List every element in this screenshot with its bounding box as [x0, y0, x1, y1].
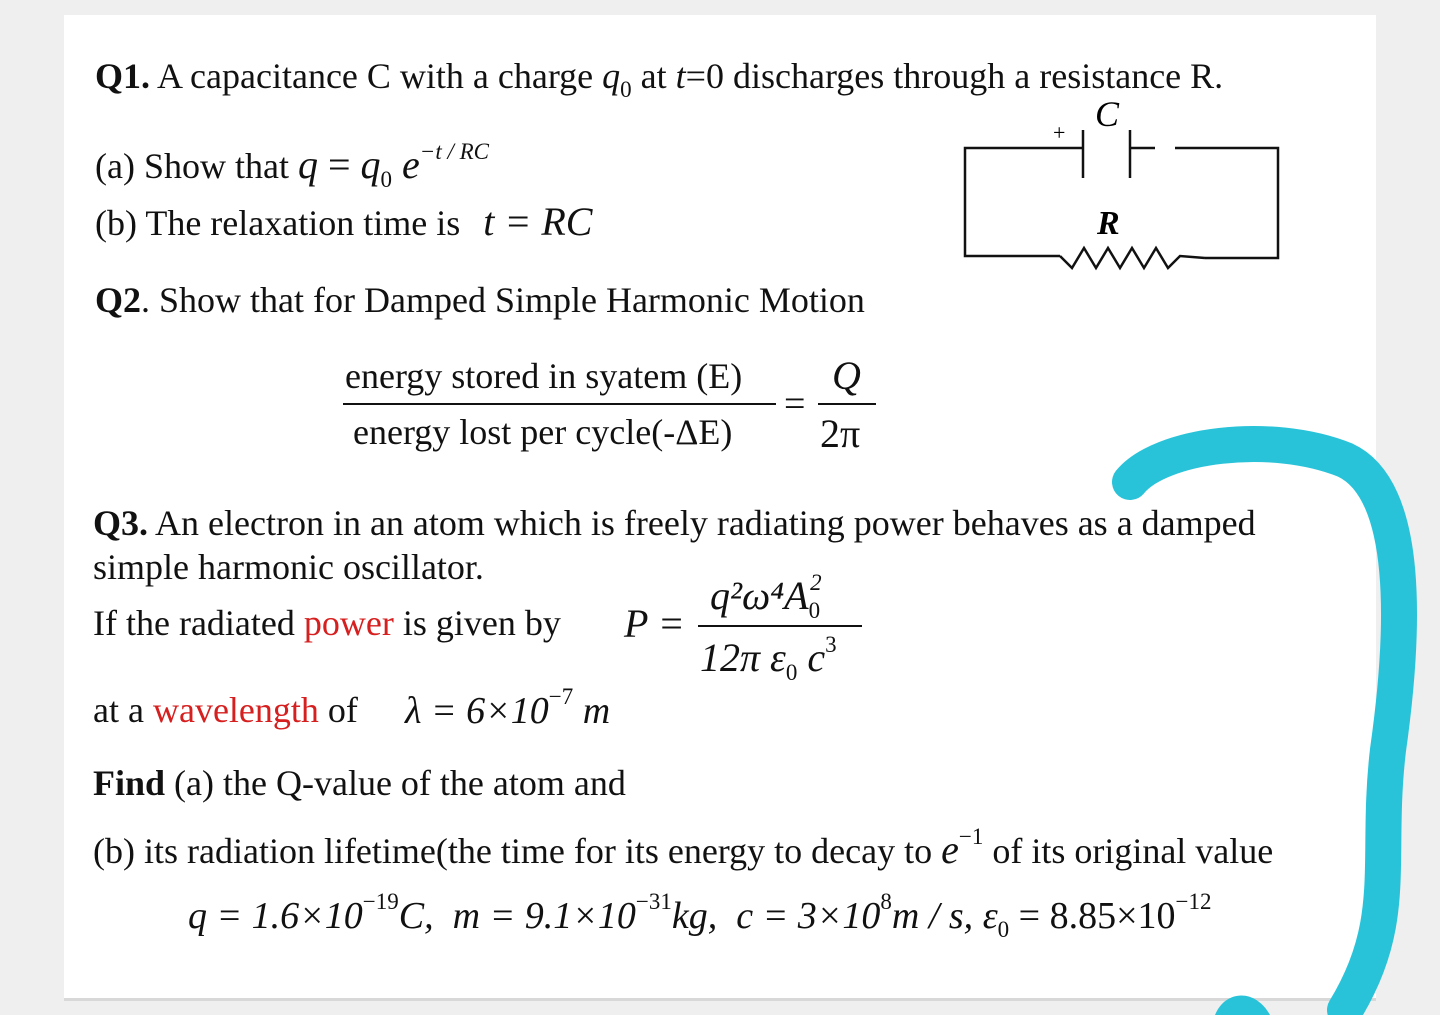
q3-wavelength-value: $\lambda = 6\times 10^{-7}$ m: [405, 684, 611, 732]
q1-part-a: (a) Show that $q = q_0$ $e^{-t / RC}$: [95, 139, 489, 192]
q2-equals-sign: =: [784, 383, 806, 425]
q2-rhs-bar: [818, 403, 876, 405]
rc-circuit-diagram: [950, 88, 1290, 283]
circuit-right-wire: [1175, 148, 1278, 258]
capacitor-label: C: [1095, 94, 1120, 134]
q2-rhs-denominator: 2π: [820, 411, 861, 456]
q2-fraction-numerator: energy stored in syatem (E): [345, 356, 743, 396]
q3-find-b: (b) its radiation lifetime(the time for its energy to decay to $e^{-1}$ of its original value: [93, 824, 1274, 872]
q3-statement-line1: Q3. An electron in an atom which is freely radiating power behaves as a damped: [93, 503, 1256, 543]
resistor-zigzag: [1060, 248, 1205, 268]
q2-rhs-numerator: Q: [832, 353, 861, 398]
q3-statement-line2: simple harmonic oscillator.: [93, 547, 484, 587]
q3-power-given: If the radiated power is given by: [93, 603, 561, 643]
q3-wavelength-given: at a wavelength of: [93, 690, 358, 730]
q2-fraction-denominator: energy lost per cycle(-ΔE): [353, 412, 733, 452]
q1-statement: Q1. A capacitance C with a charge $q_0$ at t=0 discharges through a resistance R.: [95, 56, 1224, 102]
q3-find-a: Find (a) the Q-value of the atom and: [93, 763, 626, 803]
q2-fraction-bar: [343, 403, 776, 405]
q3-power-bar: [698, 625, 862, 627]
q1-part-b: (b) The relaxation time is t = RC: [95, 199, 593, 244]
q2-statement: Q2. Show that for Damped Simple Harmonic Motion: [95, 280, 865, 320]
capacitor-plus-sign: +: [1053, 120, 1066, 145]
q3-power-lhs: P =: [624, 601, 685, 646]
cyan-bracket-doodle: [1090, 420, 1440, 1015]
circuit-left-wire: [965, 148, 1083, 256]
q3-power-numerator: $q^2\omega^4A_0^2$: [710, 570, 822, 623]
resistor-label: R: [1097, 205, 1120, 242]
q3-power-denominator: 12π $\varepsilon_0$ $c^3$: [700, 632, 837, 685]
q3-constants: $q = 1.6\times 10^{-19}C$, $m = 9.1\times 10^{-31}kg$, $c = 3\times 10^8m / s$, $\varepsilon_0 = 8.85\times 10^{-12}$: [188, 889, 1212, 942]
